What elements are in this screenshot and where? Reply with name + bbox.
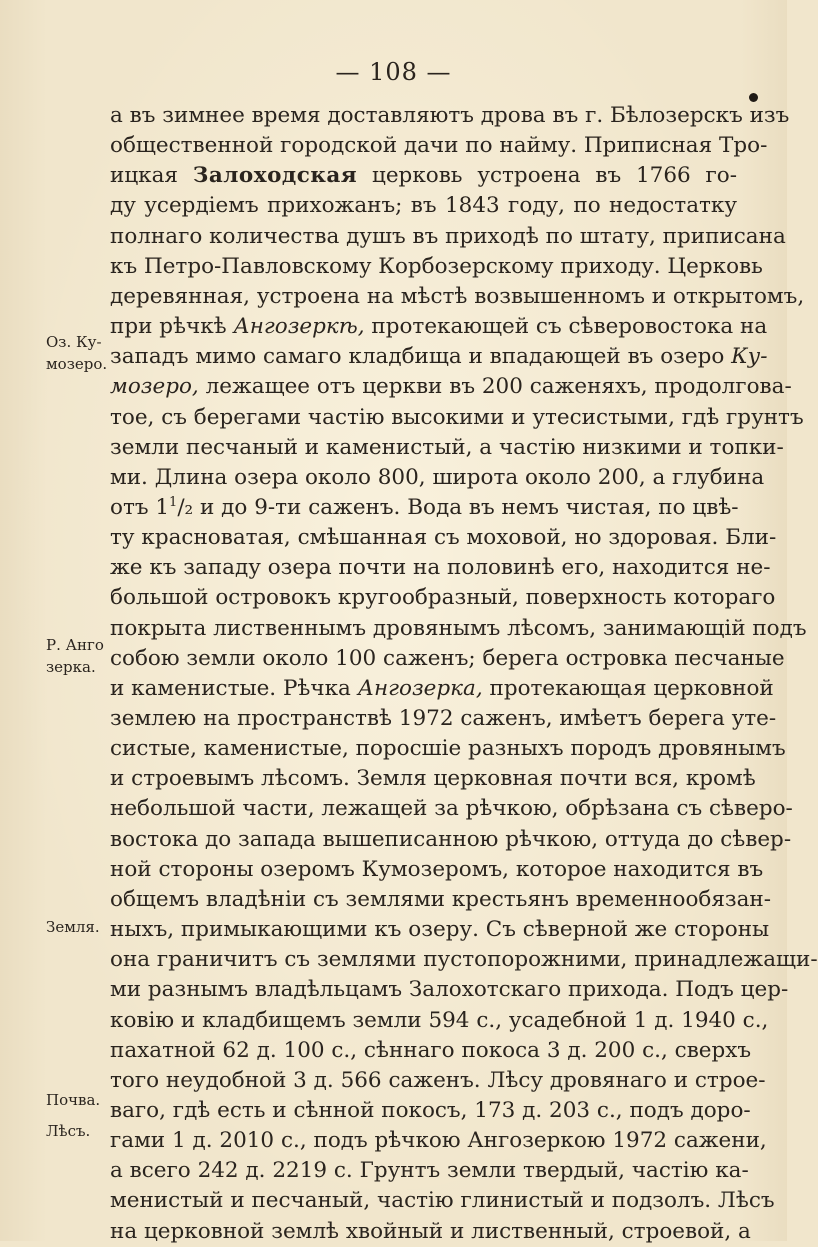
text-segment: Залоходская [192,163,358,189]
text-segment: менистый и песчаный, частію глинистый и подзолъ. Лѣсъ [110,1188,775,1214]
text-segment: ицкая [110,163,193,189]
text-segment: земли песчаный и каменистый, а частію низкими и топки- [110,434,784,460]
ink-dot [749,93,758,102]
text-line [110,252,763,282]
text-line [110,1156,749,1186]
text-line [110,553,771,583]
text-line [110,191,737,221]
text-segment: ныхъ, примыкающими къ озеру. Съ сѣверной же стороны [110,917,770,943]
text-line [110,433,784,463]
margin-note-line: Почва. [46,1091,101,1109]
text-line [110,764,756,794]
text-line [110,222,786,252]
text-segment: деревянная, устроена на мѣстѣ возвышенномъ и открытомъ, [110,283,805,309]
text-segment: востока до запада вышеписанною рѣчкою, оттуда до сѣвер- [110,826,792,852]
text-line [110,975,789,1005]
text-line [110,463,765,493]
text-segment: Ангозерка, [357,675,483,701]
text-line [110,583,776,613]
text-segment: а въ зимнее время доставляютъ дрова въ г. Бѣлозерскъ изъ [110,103,790,128]
text-segment: ду усердіемъ прихожанъ; въ 1843 году, по недостатку [110,193,737,219]
text-segment: систые, каменистые, поросшіе разныхъ породъ дровянымъ [110,736,786,762]
text-segment: и каменистые. Рѣчка [110,675,358,701]
text-line [110,1006,769,1036]
text-segment: западъ мимо самаго кладбища и впадающей въ озеро [110,344,732,370]
text-segment: землею на пространствѣ 1972 саженъ, имѣетъ берега уте- [110,706,777,731]
text-line [110,282,805,312]
text-line [110,1066,766,1096]
margin-note-r-angozerka [46,634,112,678]
text-segment: она граничитъ съ землями пустопорожними, принадлежащи- [110,947,818,973]
text-line [110,915,770,945]
text-segment: покрыта лиственнымъ дровянымъ лѣсомъ, занимающій подъ [110,615,807,641]
margin-note-line: Оз. Ку- [46,333,102,351]
margin-note-line: Лѣсъ. [46,1122,91,1140]
text-line [110,794,793,824]
text-line [110,342,768,372]
margin-note-zemlya [46,916,112,938]
margin-note-les [46,1120,112,1142]
text-segment: Ангозеркѣ, [233,314,365,340]
text-line [110,704,777,734]
text-line [110,885,772,915]
text-line [110,1217,751,1247]
text-segment: пахатной 62 д. 100 с., сѣннаго покоса 3 д. 200 с., сверхъ [110,1037,752,1063]
text-segment: общемъ владѣніи съ землями крестьянъ временнообязан- [110,886,772,912]
text-segment: Ку- [731,344,768,370]
text-segment: того неудобной 3 д. 566 саженъ. Лѣсу дровянаго и строе- [110,1067,766,1093]
margin-note-pochva [46,1089,112,1111]
margin-note-line: мозеро. [46,355,108,373]
text-line [110,523,777,553]
text-line [110,161,737,191]
margin-note-line: зерка. [46,658,96,676]
text-segment: протекающей съ сѣверовостока на [364,314,768,340]
margin-note-oz-kumozero [46,331,112,375]
text-line [110,372,792,402]
text-segment: большой островокъ кругообразный, поверхность котораго [110,585,776,611]
text-segment: ми. Длина озера около 800, широта около 200, а глубина [110,464,765,490]
text-segment: церковь устроена въ 1766 го- [357,163,737,189]
text-segment: на церковной землѣ хвойный и лиственный, строевой, а [110,1218,751,1244]
text-segment: мозеро, [110,374,199,400]
text-segment: протекающая церковной [482,675,774,701]
text-segment: собою земли около 100 саженъ; берега островка песчаные [110,645,785,671]
text-segment: ваго, гдѣ есть и сѣнной покосъ, 173 д. 203 с., подъ доро- [110,1097,751,1123]
text-line [110,1036,752,1066]
text-line [110,855,764,885]
text-line [110,1096,751,1126]
text-segment: /₂ и до 9-ти саженъ. Вода въ немъ чистая, по цвѣ- [177,494,739,520]
text-segment: и строевымъ лѣсомъ. Земля церковная почти вся, кромѣ [110,766,756,792]
text-segment: ной стороны озеромъ Кумозеромъ, которое находится въ [110,856,764,882]
text-segment: при рѣчкѣ [110,314,234,340]
text-segment: а всего 242 д. 2219 с. Грунтъ земли твердый, частію ка- [110,1158,749,1184]
text-segment: ту красноватая, смѣшанная съ моховой, но здоровая. Бли- [110,525,777,551]
text-segment: отъ 1 [110,494,170,520]
text-line [110,403,804,433]
text-line [110,101,790,131]
text-line [110,131,768,161]
text-segment: ковію и кладбищемъ земли 594 с., усадебной 1 д. 1940 с., [110,1007,769,1033]
text-line [110,1126,767,1156]
text-line [110,614,807,644]
text-line [110,312,768,342]
text-line [110,644,785,674]
text-line [110,825,792,855]
text-segment: гами 1 д. 2010 с., подъ рѣчкою Ангозеркою 1972 сажени, [110,1128,767,1154]
page-number: — 108 — [335,58,452,86]
text-line [110,734,786,764]
text-line [110,1186,775,1216]
text-line [110,493,737,523]
text-segment: 1 [169,494,178,510]
text-segment: полнаго количества душъ въ приходѣ по штату, приписана [110,223,786,249]
text-segment: общественной городской дачи по найму. Приписная Тро- [110,133,768,159]
text-segment: ми разнымъ владѣльцамъ Залохотскаго прихода. Подъ цер- [110,977,789,1003]
margin-note-line: Р. Анго [46,636,104,654]
text-segment: небольшой части, лежащей за рѣчкою, обрѣзана съ сѣверо- [110,796,793,822]
text-segment: лежащее отъ церкви въ 200 саженяхъ, продолгова- [198,374,792,400]
text-line [110,945,818,975]
margin-note-line: Земля. [46,918,100,936]
text-segment: къ Петро-Павловскому Корбозерскому приходу. Церковь [110,253,763,279]
text-segment: тое, съ берегами частію высокими и утесистыми, гдѣ грунтъ [110,404,804,430]
text-line [110,674,774,704]
text-segment: же къ западу озера почти на половинѣ его, находится не- [110,555,771,581]
